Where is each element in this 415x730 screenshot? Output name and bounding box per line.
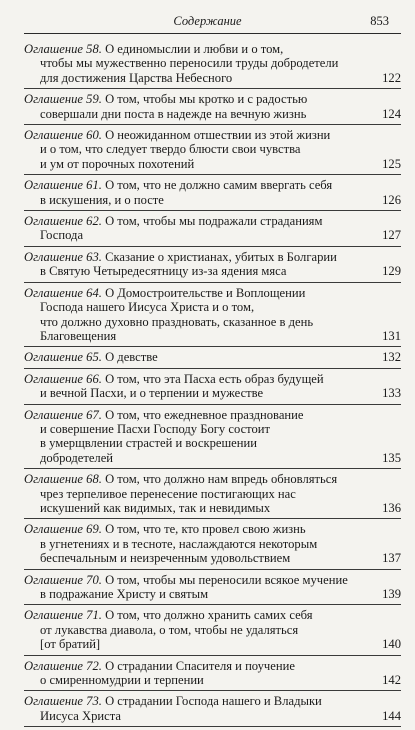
running-header — [0, 0, 415, 36]
toc-entry[interactable] — [24, 286, 401, 348]
toc-entry-line — [24, 128, 401, 142]
toc-entry-page: 136 — [382, 500, 401, 515]
toc-entry-text — [40, 300, 254, 314]
toc-entry-text — [40, 623, 298, 637]
toc-entry[interactable] — [24, 178, 401, 211]
toc-entry-title-part: О единомыслии и любви и о том, — [105, 42, 284, 56]
toc-entry-text — [40, 551, 290, 565]
toc-entry-line — [24, 659, 401, 673]
toc-entry[interactable] — [24, 250, 401, 283]
toc-entry-title-part: и ум от порочных похотений — [40, 156, 195, 171]
toc-entry-text — [40, 71, 232, 85]
toc-entry-label: Оглашение 63. — [24, 249, 102, 264]
toc-entry-text — [40, 537, 317, 551]
toc-entry-title-part: О том, что ежедневное празднование — [105, 407, 304, 422]
toc-entry-label: Оглашение 58. — [24, 42, 102, 56]
toc-entry-line — [24, 623, 401, 637]
toc-entry-label: Оглашение 67. — [24, 407, 102, 422]
toc-entry-line — [24, 42, 401, 56]
toc-entry[interactable] — [24, 659, 401, 692]
toc-entry-label: Оглашение 71. — [24, 608, 102, 623]
toc-entry-line — [24, 436, 401, 450]
toc-entry-text — [24, 350, 158, 364]
toc-entry-title-part: в подражание Христу и святым — [40, 587, 209, 601]
toc-entry-title-part: Иисуса Христа — [40, 708, 122, 723]
toc-entry-title-part: от лукавства диавола, о том, чтобы не удаляться — [40, 622, 299, 637]
toc-entry-label: Оглашение 64. — [24, 285, 102, 300]
toc-entry-title-part: О девстве — [105, 350, 158, 365]
toc-entry-title-part: чрез терпеливое перенесение постигающих нас — [40, 486, 296, 501]
toc-entry-title-part: в Святую Четыредесятницу из-за ядения мяса — [40, 264, 287, 279]
toc-entry-text — [40, 709, 121, 723]
toc-entry-text — [24, 92, 307, 106]
toc-entry-text — [40, 501, 270, 515]
toc-entry-line — [24, 315, 401, 329]
toc-entry[interactable] — [24, 214, 401, 247]
toc-entry-text — [24, 42, 283, 56]
toc-entry-title-part: о смиренномудрии и терпении — [40, 673, 204, 688]
toc-entry-line — [24, 286, 401, 300]
toc-entry-title-part: О том, что не должно самим ввергать себя — [105, 178, 333, 193]
toc-entry-title-part: в умерщвлении страстей и воскрешении — [40, 436, 257, 451]
toc-entry-text — [24, 573, 348, 587]
toc-entry-page: 125 — [382, 156, 401, 171]
page-number: 853 — [370, 14, 389, 28]
toc-entry[interactable] — [24, 608, 401, 655]
toc-entry-title-part: О неожиданном отшествии из этой жизни — [105, 128, 331, 143]
toc-entry-page: 133 — [382, 386, 401, 401]
toc-entry-title-part: и о том, что следует твердо блюсти свои чувства — [40, 142, 301, 157]
toc-entry-text — [40, 673, 204, 687]
toc-entry-title-part: что должно духовно праздновать, сказанное в день — [40, 314, 314, 329]
toc-entry-line — [24, 487, 401, 501]
toc-entry-label: Оглашение 72. — [24, 658, 102, 673]
toc-entry-text — [40, 157, 194, 171]
toc-entry-title-part: в угнетениях и в тесноте, наслаждаются некоторым — [40, 536, 318, 551]
toc-entry-line — [24, 107, 401, 121]
toc-entry-text — [40, 142, 301, 156]
toc-entry-line — [24, 214, 401, 228]
table-of-contents — [24, 42, 401, 730]
toc-entry-title-part: Благовещения — [40, 328, 117, 343]
toc-entry[interactable] — [24, 128, 401, 175]
toc-entry[interactable] — [24, 92, 401, 125]
toc-entry-line — [24, 372, 401, 386]
toc-entry-text — [24, 286, 305, 300]
toc-entry-line — [24, 250, 401, 264]
toc-entry-text — [24, 250, 337, 264]
toc-entry-label: Оглашение 61. — [24, 178, 102, 193]
toc-entry-line — [24, 551, 401, 565]
toc-entry-line — [24, 709, 401, 723]
toc-entry-label: Оглашение 70. — [24, 572, 102, 587]
toc-entry-text — [40, 487, 296, 501]
header-title: Содержание — [173, 14, 242, 28]
toc-entry-text — [40, 422, 270, 436]
toc-entry-title-part: О Домостроительстве и Воплощении — [105, 285, 306, 300]
toc-entry[interactable] — [24, 573, 401, 606]
toc-entry-text — [24, 659, 295, 673]
toc-entry-page: 124 — [382, 106, 401, 121]
toc-entry[interactable] — [24, 522, 401, 569]
toc-entry-line — [24, 587, 401, 601]
toc-entry-text — [40, 107, 306, 121]
toc-entry-line — [24, 329, 401, 343]
toc-entry-line — [24, 92, 401, 106]
toc-entry[interactable] — [24, 472, 401, 519]
toc-entry-line — [24, 264, 401, 278]
toc-entry-page: 129 — [382, 264, 401, 279]
toc-entry-page: 140 — [382, 637, 401, 652]
toc-entry-page: 132 — [382, 350, 401, 365]
toc-entry-title-part: О страдании Спасителя и поучение — [105, 658, 295, 673]
toc-entry-page: 137 — [382, 551, 401, 566]
toc-entry-title-part: беспечальным и неизреченным удовольствием — [40, 551, 291, 566]
toc-entry-text — [24, 128, 330, 142]
toc-entry-text — [40, 315, 313, 329]
toc-entry-label: Оглашение 65. — [24, 350, 102, 365]
toc-entry-line — [24, 422, 401, 436]
toc-entry-title-part: добродетелей — [40, 450, 114, 465]
toc-entry-text — [40, 637, 100, 651]
toc-entry-line — [24, 537, 401, 551]
toc-entry-line — [24, 193, 401, 207]
toc-entry-title-part: [от братий] — [40, 637, 101, 652]
toc-entry-title-part: Сказание о христианах, убитых в Болгарии — [105, 249, 337, 264]
toc-entry-page: 131 — [382, 328, 401, 343]
toc-entry-page: 142 — [382, 673, 401, 688]
toc-entry-title-part: О том, чтобы мы подражали страданиям — [105, 214, 323, 229]
toc-entry-title-part: Господа — [40, 228, 84, 243]
toc-entry-label: Оглашение 66. — [24, 371, 102, 386]
toc-entry-text — [24, 408, 304, 422]
toc-entry-label: Оглашение 69. — [24, 522, 102, 537]
toc-entry-line — [24, 608, 401, 622]
toc-entry[interactable] — [24, 372, 401, 405]
toc-entry-title-part: для достижения Царства Небесного — [40, 70, 233, 85]
toc-entry-title-part: О том, чтобы мы переносили всякое мучение — [105, 572, 348, 587]
toc-entry-label: Оглашение 73. — [24, 694, 102, 709]
toc-entry-line — [24, 501, 401, 515]
toc-entry-text — [24, 178, 332, 192]
toc-entry-line — [24, 694, 401, 708]
toc-entry-line — [24, 472, 401, 486]
toc-entry-text — [24, 372, 324, 386]
toc-entry-line — [24, 673, 401, 687]
toc-entry-title-part: искушений как видимых, так и невидимых — [40, 500, 271, 515]
toc-entry-line — [24, 637, 401, 651]
toc-entry-text — [40, 329, 116, 343]
toc-entry-line — [24, 157, 401, 171]
toc-entry-line — [24, 178, 401, 192]
toc-entry-label: Оглашение 62. — [24, 214, 102, 229]
toc-entry-text — [24, 472, 337, 486]
toc-entry-text — [40, 228, 83, 242]
toc-entry-line — [24, 142, 401, 156]
toc-entry-text — [40, 264, 287, 278]
toc-entry[interactable] — [24, 42, 401, 89]
toc-entry-line — [24, 228, 401, 242]
toc-entry-line — [24, 350, 401, 364]
toc-entry-page: 139 — [382, 587, 401, 601]
toc-entry-text — [40, 56, 338, 70]
toc-entry-title-part: чтобы мы мужественно переносили труды добродетели — [40, 56, 339, 71]
toc-entry-line — [24, 522, 401, 536]
toc-entry-label: Оглашение 59. — [24, 92, 102, 107]
toc-entry[interactable] — [24, 694, 401, 727]
toc-entry-page: 126 — [382, 192, 401, 207]
toc-entry-line — [24, 573, 401, 587]
toc-entry-title-part: в искушения, и о посте — [40, 192, 164, 207]
toc-entry-label: Оглашение 60. — [24, 128, 102, 143]
toc-entry-title-part: О страдании Господа нашего и Владыки — [105, 694, 322, 709]
toc-entry-line — [24, 300, 401, 314]
toc-entry[interactable] — [24, 408, 401, 470]
toc-entry-title-part: О том, что должно нам впредь обновляться — [105, 472, 338, 487]
toc-entry-title-part: и вечной Пасхи, и о терпении и мужестве — [40, 386, 264, 401]
toc-entry-line — [24, 451, 401, 465]
toc-entry-line — [24, 408, 401, 422]
toc-entry-title-part: О том, что должно хранить самих себя — [105, 608, 313, 623]
toc-entry-text — [24, 522, 306, 536]
toc-entry-title-part: О том, что те, кто провел свою жизнь — [105, 522, 306, 537]
toc-entry-title-part: и совершение Пасхи Господу Богу состоит — [40, 421, 271, 436]
toc-entry-title-part: Господа нашего Иисуса Христа и о том, — [40, 300, 255, 315]
toc-entry-line — [24, 56, 401, 70]
toc-entry-text — [40, 436, 257, 450]
toc-entry-line — [24, 386, 401, 400]
toc-entry-title-part: совершали дни поста в надежде на вечную жизнь — [40, 106, 307, 121]
toc-entry-page: 144 — [382, 708, 401, 723]
toc-entry-page: 122 — [382, 70, 401, 85]
toc-entry-text — [40, 386, 263, 400]
toc-entry-text — [24, 694, 322, 708]
toc-entry-text — [24, 608, 313, 622]
toc-entry-text — [40, 193, 164, 207]
toc-entry-text — [40, 587, 208, 601]
toc-entry-page: 135 — [382, 450, 401, 465]
toc-entry-text — [24, 214, 322, 228]
toc-entry-text — [40, 451, 113, 465]
toc-entry-title-part: О том, чтобы мы кротко и с радостью — [105, 92, 308, 107]
toc-entry-title-part: О том, что эта Пасха есть образ будущей — [105, 371, 324, 386]
toc-entry-page: 127 — [382, 228, 401, 243]
header-rule — [24, 33, 401, 34]
toc-entry[interactable] — [24, 350, 401, 368]
toc-entry-line — [24, 71, 401, 85]
toc-entry-label: Оглашение 68. — [24, 472, 102, 487]
